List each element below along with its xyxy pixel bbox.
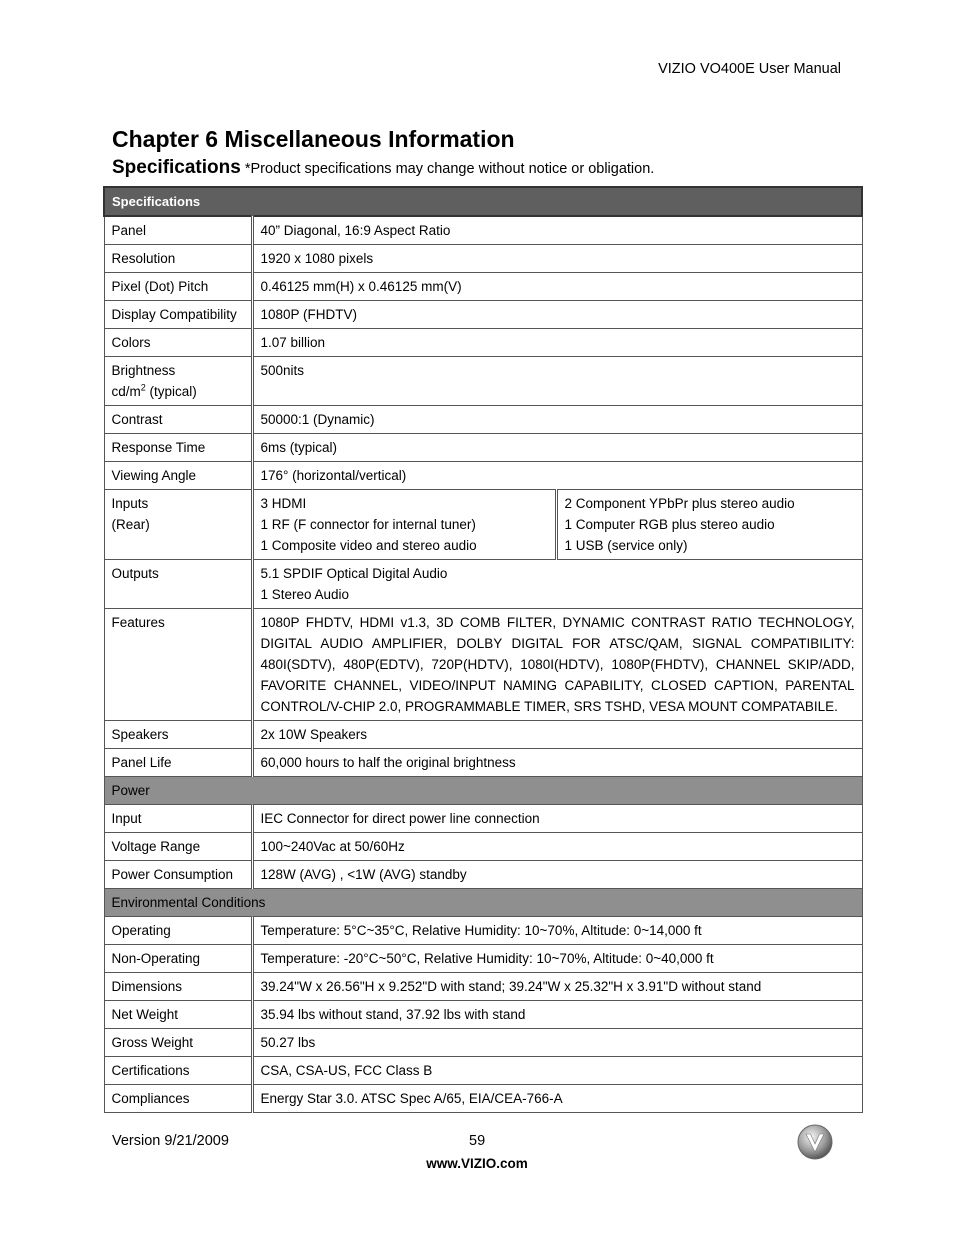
row-value: 2x 10W Speakers — [252, 721, 862, 749]
table-row — [104, 490, 862, 560]
table-row — [104, 833, 862, 861]
list-item: 1 USB (service only) — [564, 538, 688, 553]
row-label-inputs — [104, 490, 252, 560]
row-value: 39.24"W x 26.56"H x 9.252"D with stand; 39.24"W x 25.32"H x 3.91"D without stand — [252, 973, 862, 1001]
table-row — [104, 805, 862, 833]
table-row — [104, 357, 862, 406]
inputs-label: Inputs — [111, 496, 149, 511]
inputs-sublabel: (Rear) — [111, 517, 150, 532]
row-value: IEC Connector for direct power line connection — [252, 805, 862, 833]
specs-heading-line — [112, 157, 654, 179]
section-specifications: Specifications — [104, 187, 862, 216]
table-row — [104, 749, 862, 777]
brightness-unit-sup: 2 — [140, 382, 146, 393]
table-row — [104, 245, 862, 273]
table-row — [104, 329, 862, 357]
list-item: 1 Stereo Audio — [260, 587, 350, 602]
footer-version: Version 9/21/2009 — [112, 1133, 229, 1149]
chapter-title: Chapter 6 Miscellaneous Information — [112, 126, 515, 152]
specs-note: *Product specifications may change without notice or obligation. — [244, 161, 655, 177]
table-section-header — [104, 187, 862, 216]
row-value: Energy Star 3.0. ATSC Spec A/65, EIA/CEA-766-A — [252, 1085, 862, 1113]
inputs-right-list — [556, 490, 862, 560]
row-value: 35.94 lbs without stand, 37.92 lbs with stand — [252, 1001, 862, 1029]
list-item: 1 Composite video and stereo audio — [260, 538, 477, 553]
row-value: 1.07 billion — [252, 329, 862, 357]
table-section-header — [104, 889, 862, 917]
row-label: Panel — [104, 216, 252, 245]
row-label: Outputs — [104, 560, 252, 609]
table-row — [104, 1001, 862, 1029]
table-row — [104, 1085, 862, 1113]
row-label: Certifications — [104, 1057, 252, 1085]
row-label: Pixel (Dot) Pitch — [104, 273, 252, 301]
row-label: Speakers — [104, 721, 252, 749]
row-label: Resolution — [104, 245, 252, 273]
row-label: Non-Operating — [104, 945, 252, 973]
brightness-label: Brightness — [111, 363, 176, 378]
row-value: 1920 x 1080 pixels — [252, 245, 862, 273]
row-label: Net Weight — [104, 1001, 252, 1029]
table-row — [104, 609, 862, 721]
table-row — [104, 1029, 862, 1057]
features-value: 1080P FHDTV, HDMI v1.3, 3D COMB FILTER, DYNAMIC CONTRAST RATIO TECHNOLOGY, DIGITAL AUDIO AMPLIFIER, DOLBY DIGITAL FOR ATSC/QAM, SIGNAL COMPATIBILITY: 480I(SDTV), 480P(EDTV), 720P(HDTV), 1080I(HDTV), 1080P(FHDTV), CHANNEL SKIP/ADD, FAVORITE CHANNEL, VIDEO/INPUT NAMING CAPABILITY, CLOSED CAPTION, PARENTAL CONTROL/V-CHIP 2.0, PROGRAMMABLE TIMER, SRS TSHD, VESA MOUNT COMPATABILE. — [252, 609, 862, 721]
brightness-unit: cd/m — [111, 384, 141, 399]
row-value: Temperature: 5°C~35°C, Relative Humidity: 10~70%, Altitude: 0~14,000 ft — [252, 917, 862, 945]
specifications-table — [103, 186, 863, 1113]
row-value: CSA, CSA-US, FCC Class B — [252, 1057, 862, 1085]
row-value: 6ms (typical) — [252, 434, 862, 462]
table-row — [104, 973, 862, 1001]
section-environmental: Environmental Conditions — [104, 889, 862, 917]
row-label: Panel Life — [104, 749, 252, 777]
inputs-left-list — [252, 490, 556, 560]
table-row — [104, 462, 862, 490]
row-value: 50000:1 (Dynamic) — [252, 406, 862, 434]
section-power: Power — [104, 777, 862, 805]
row-label: Features — [104, 609, 252, 721]
row-label: Power Consumption — [104, 861, 252, 889]
row-label: Display Compatibility — [104, 301, 252, 329]
list-item: 1 Computer RGB plus stereo audio — [564, 517, 775, 532]
vizio-v-logo-icon — [796, 1123, 834, 1161]
row-label-brightness — [104, 357, 252, 406]
row-label: Viewing Angle — [104, 462, 252, 490]
table-row — [104, 917, 862, 945]
list-item: 1 RF (F connector for internal tuner) — [260, 517, 476, 532]
table-row — [104, 721, 862, 749]
footer-url: www.VIZIO.com — [426, 1156, 528, 1171]
table-row — [104, 1057, 862, 1085]
table-row — [104, 273, 862, 301]
row-label: Response Time — [104, 434, 252, 462]
row-label: Voltage Range — [104, 833, 252, 861]
row-value: Temperature: -20°C~50°C, Relative Humidity: 10~70%, Altitude: 0~40,000 ft — [252, 945, 862, 973]
table-row — [104, 301, 862, 329]
row-value: 40” Diagonal, 16:9 Aspect Ratio — [252, 216, 862, 245]
row-value: 50.27 lbs — [252, 1029, 862, 1057]
table-section-header — [104, 777, 862, 805]
row-label: Input — [104, 805, 252, 833]
table-row — [104, 406, 862, 434]
table-row — [104, 560, 862, 609]
row-label: Colors — [104, 329, 252, 357]
row-value: 176° (horizontal/vertical) — [252, 462, 862, 490]
row-value: 60,000 hours to half the original brightness — [252, 749, 862, 777]
row-value: 128W (AVG) , <1W (AVG) standby — [252, 861, 862, 889]
row-label: Compliances — [104, 1085, 252, 1113]
outputs-list — [252, 560, 862, 609]
table-row — [104, 434, 862, 462]
list-item: 5.1 SPDIF Optical Digital Audio — [260, 566, 448, 581]
row-label: Contrast — [104, 406, 252, 434]
row-label: Dimensions — [104, 973, 252, 1001]
page-number: 59 — [469, 1133, 486, 1149]
row-label: Operating — [104, 917, 252, 945]
manual-title: VIZIO VO400E User Manual — [658, 61, 841, 77]
table-row — [104, 861, 862, 889]
row-value: 100~240Vac at 50/60Hz — [252, 833, 862, 861]
list-item: 3 HDMI — [260, 496, 307, 511]
brightness-suffix: (typical) — [145, 384, 197, 399]
table-row — [104, 216, 862, 245]
row-label: Gross Weight — [104, 1029, 252, 1057]
specs-heading: Specifications — [112, 157, 241, 178]
list-item: 2 Component YPbPr plus stereo audio — [564, 496, 795, 511]
table-row — [104, 945, 862, 973]
row-value: 500nits — [252, 357, 862, 406]
row-value: 1080P (FHDTV) — [252, 301, 862, 329]
row-value: 0.46125 mm(H) x 0.46125 mm(V) — [252, 273, 862, 301]
